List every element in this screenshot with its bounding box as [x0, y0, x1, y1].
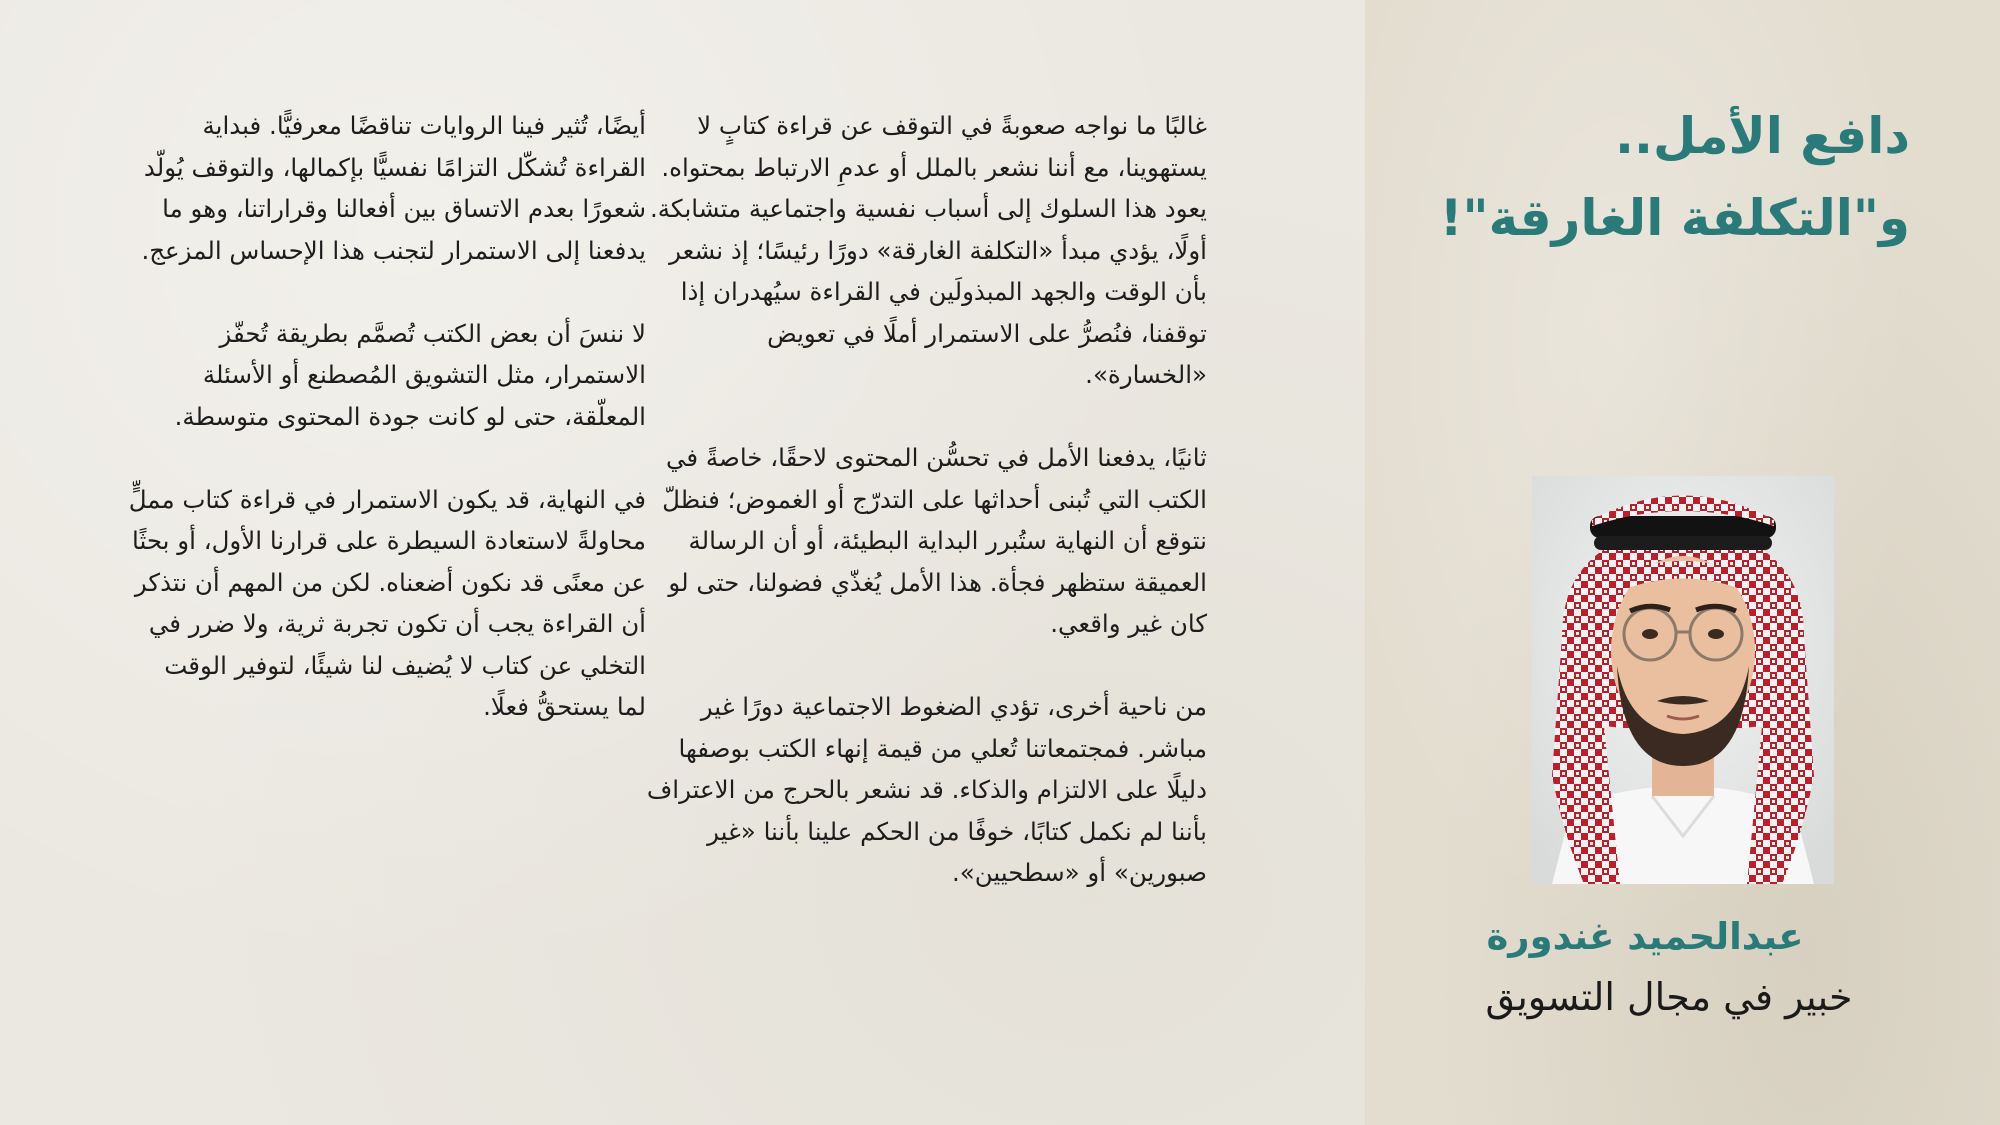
- article-title: [1430, 95, 1910, 259]
- author-portrait-image: [1532, 476, 1834, 884]
- paragraph-left-2: لا ننسَ أن بعض الكتب تُصمَّم بطريقة تُحفّز الاستمرار، مثل التشويق المُصطنع أو الأسئلة المعلّقة، حتى لو كانت جودة المحتوى متوسطة.: [174, 318, 646, 431]
- author-photo: [1532, 476, 1834, 884]
- paragraph-left-1: أيضًا، تُثير فينا الروايات تناقضًا معرفيًّا. فبداية القراءة تُشكّل التزامًا نفسيًّا بإكمالها، والتوقف يُولّد شعورًا بعدم الاتساق بين أفعالنا وقراراتنا، وهو ما يدفعنا إلى الاستمرار لتجنب هذا الإحساس المزعج.: [141, 111, 646, 265]
- author-name: عبدالحميد غندورة: [1486, 915, 1804, 958]
- author-role: خبير في مجال التسويق: [1485, 975, 1853, 1019]
- paragraph-right-1: غالبًا ما نواجه صعوبةً في التوقف عن قراءة كتابٍ لا يستهوينا، مع أننا نشعر بالملل أو عدمِ الارتباط بمحتواه. يعود هذا السلوك إلى أسباب نفسية واجتماعية متشابكة. أولًا، يؤدي مبدأ «التكلفة الغارقة» دورًا رئيسًا؛ إذ نشعر بأن الوقت والجهد المبذولَين في القراءة سيُهدران إذا توقفنا، فنُصرُّ على الاستمرار أملًا في تعويض «الخسارة».: [649, 111, 1207, 389]
- article-title-line-2: و"التكلفة الغارقة"!: [1439, 189, 1910, 247]
- paragraph-right-3: من ناحية أخرى، تؤدي الضغوط الاجتماعية دورًا غير مباشر. فمجتمعاتنا تُعلي من قيمة إنهاء الكتب بوصفها دليلًا على الالتزام والذكاء. قد نشعر بالحرج من الاعتراف بأننا لم نكمل كتابًا، خوفًا من الحكم علينا بأننا «غير صبورين» أو «سطحيين».: [646, 692, 1207, 887]
- paragraph-right-2: ثانيًا، يدفعنا الأمل في تحسُّن المحتوى لاحقًا، خاصةً في الكتب التي تُبنى أحداثها على التدرّج أو الغموض؛ فنظلّ نتوقع أن النهاية ستُبرر البداية البطيئة، أو أن الرسالة العميقة ستظهر فجأة. هذا الأمل يُغذّي فضولنا، حتى لو كان غير واقعي.: [662, 443, 1207, 638]
- paragraph-left-3: في النهاية، قد يكون الاستمرار في قراءة كتاب مملٍّ محاولةً لاستعادة السيطرة على قرارنا الأول، أو بحثًا عن معنًى قد نكون أضعناه. لكن من المهم أن نتذكر أن القراءة يجب أن تكون تجربة ثرية، ولا ضرر في التخلي عن كتاب لا يُضيف لنا شيئًا، لتوفير الوقت لما يستحقُّ فعلًا.: [128, 484, 646, 721]
- article-column-left: [128, 105, 646, 769]
- article-title-line-1: دافع الأمل..: [1614, 107, 1910, 165]
- article-column-right: [645, 105, 1207, 935]
